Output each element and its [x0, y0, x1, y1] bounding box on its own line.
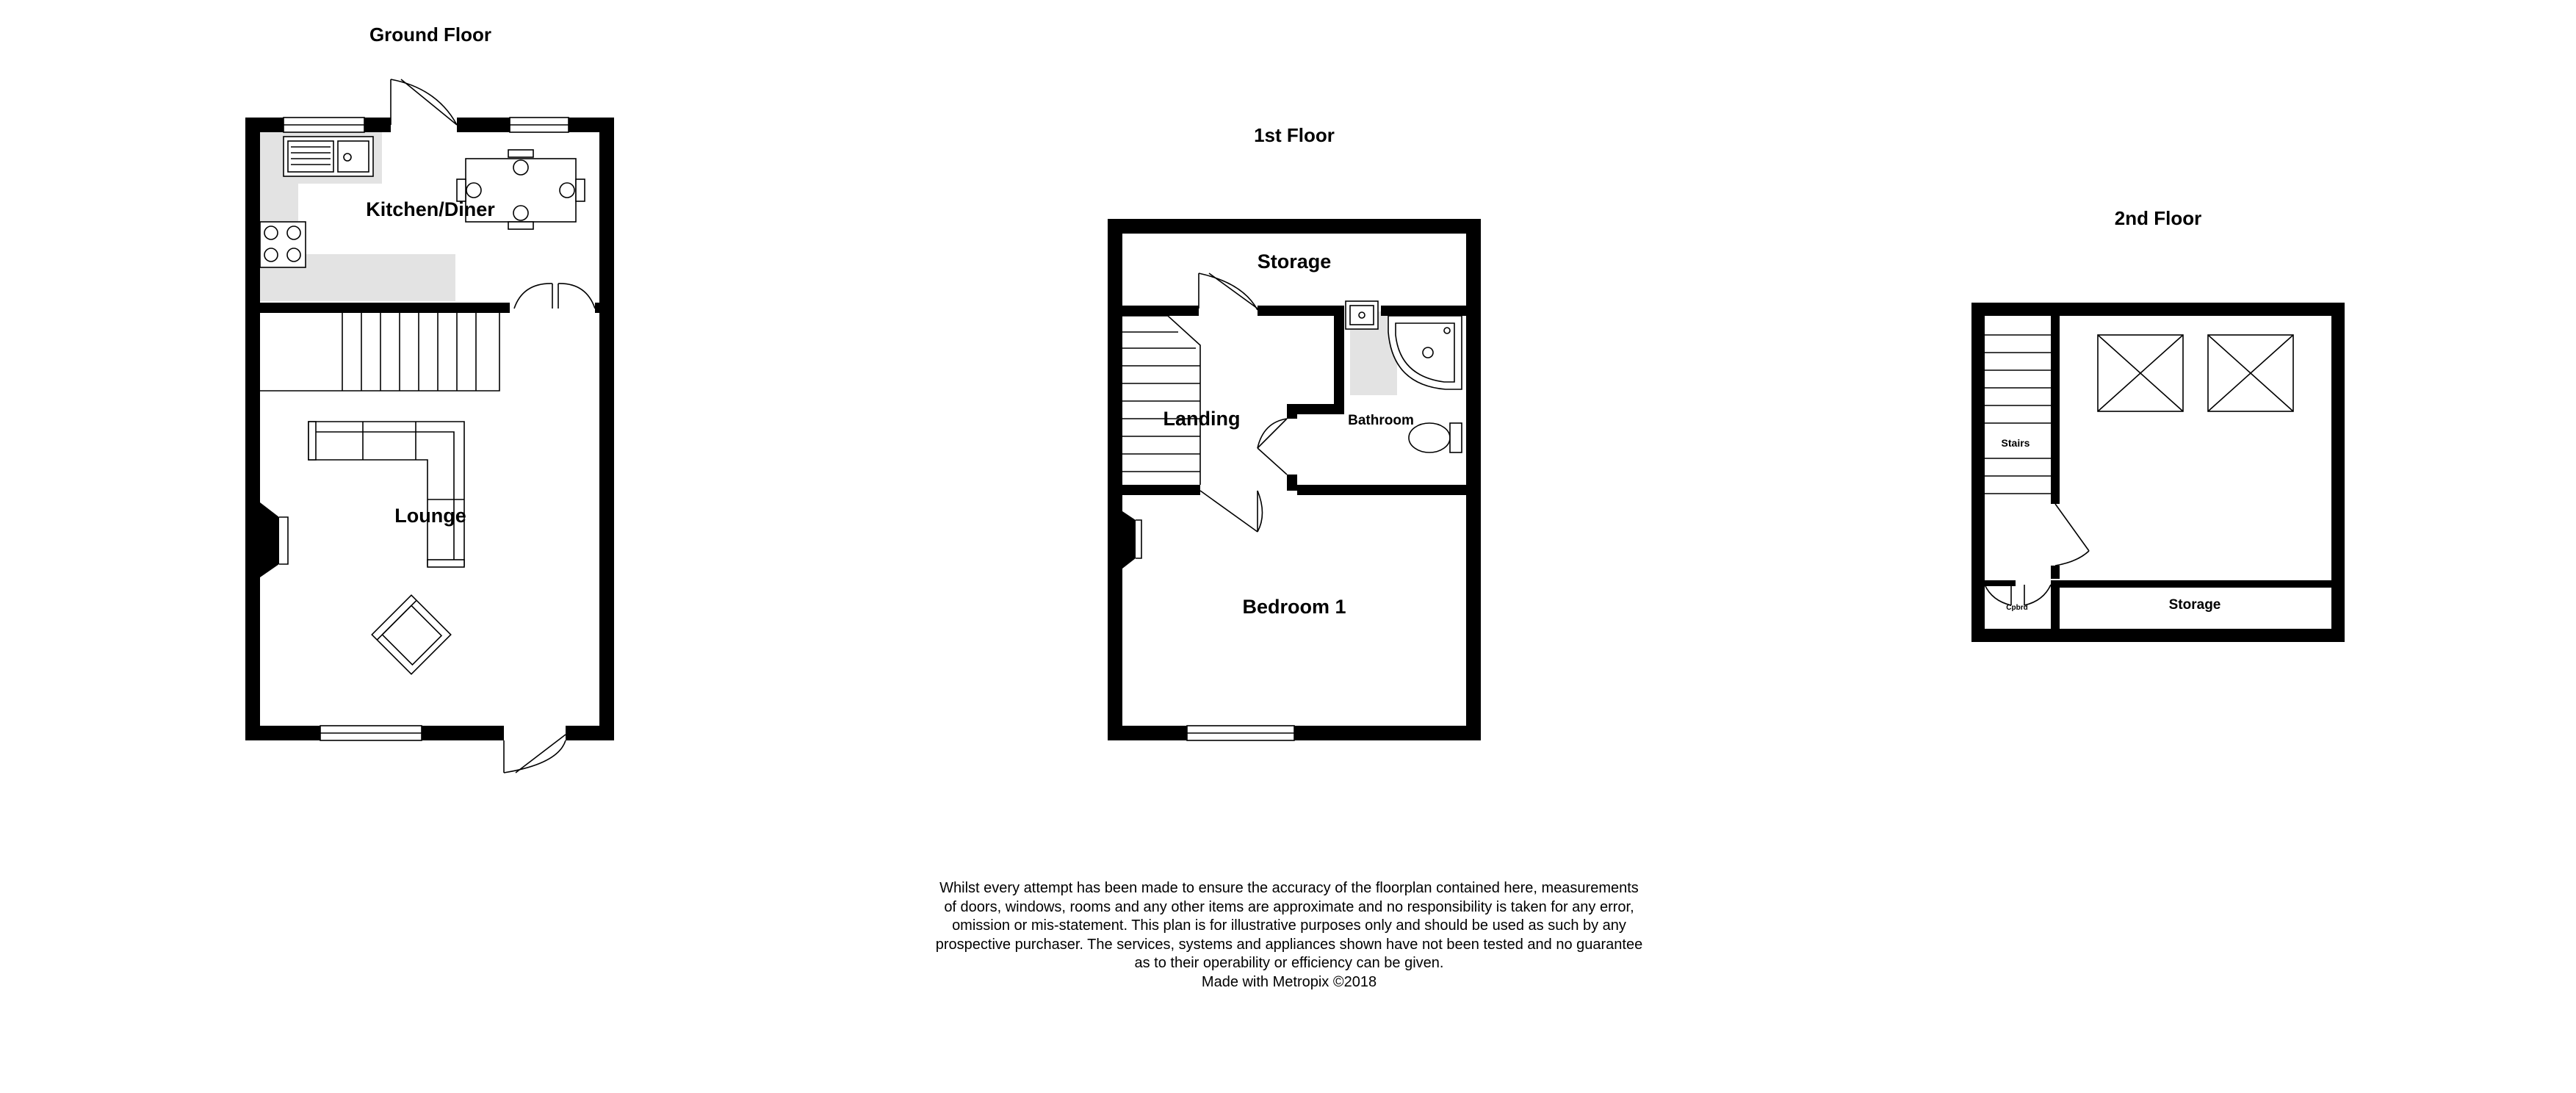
- skylight: [2208, 335, 2293, 411]
- second-floor-plan: [1971, 207, 2345, 642]
- back-door: [391, 79, 457, 125]
- kitchen-diner-label: Kitchen/Diner: [366, 198, 495, 220]
- bathroom-label: Bathroom: [1348, 413, 1414, 428]
- second-floor-title: 2nd Floor: [2114, 207, 2202, 229]
- basin: [1346, 301, 1378, 329]
- window: [284, 118, 364, 132]
- cupboard-door: [1985, 585, 2051, 605]
- window: [320, 726, 422, 740]
- disclaimer-line: prospective purchaser. The services, systems and appliances shown have not been tested and no guarantee: [935, 936, 1643, 953]
- skylight: [2098, 335, 2183, 411]
- bedroom-label: Bedroom 1: [1242, 596, 1346, 618]
- bathroom-door: [1258, 419, 1287, 475]
- first-floor-plan: [1108, 124, 1481, 740]
- disclaimer-text: [867, 879, 1711, 992]
- staircase: [1122, 316, 1200, 485]
- fireplace: [1122, 511, 1141, 569]
- ground-floor-title: Ground Floor: [369, 24, 492, 46]
- internal-double-door: [514, 284, 595, 309]
- lounge-label: Lounge: [394, 505, 466, 527]
- credit-line: Made with Metropix ©2018: [1201, 973, 1377, 990]
- attic-door: [2055, 504, 2089, 566]
- disclaimer-line: as to their operability or efficiency can be given.: [1134, 955, 1444, 972]
- first-floor-walls: [1108, 219, 1481, 740]
- stairs-label: Stairs: [2001, 437, 2030, 449]
- ground-floor-plan: [245, 24, 614, 773]
- storage-door: [1199, 273, 1258, 310]
- disclaimer-line: Whilst every attempt has been made to ensure the accuracy of the floorplan contained here, measurements: [939, 880, 1639, 896]
- window: [1187, 726, 1294, 740]
- storage-label: Storage: [2168, 597, 2221, 613]
- landing-label: Landing: [1163, 408, 1241, 430]
- sink: [284, 137, 373, 176]
- fireplace: [260, 502, 288, 577]
- storage-label: Storage: [1257, 250, 1332, 273]
- cupboard-label: Cpbrd: [2006, 604, 2028, 612]
- staircase: [260, 313, 499, 391]
- hob: [260, 222, 306, 267]
- bedroom-door: [1200, 491, 1263, 532]
- first-floor-title: 1st Floor: [1254, 124, 1335, 146]
- shower: [1388, 316, 1462, 389]
- window: [510, 118, 569, 132]
- front-door: [504, 735, 566, 773]
- corner-sofa: [309, 422, 464, 567]
- armchair: [372, 595, 450, 674]
- toilet: [1409, 423, 1462, 452]
- disclaimer-line: of doors, windows, rooms and any other items are approximate and no responsibility is taken for any error,: [944, 898, 1634, 915]
- staircase: [1985, 335, 2051, 494]
- disclaimer-line: omission or mis-statement. This plan is for illustrative purposes only and should be used as such by any: [952, 917, 1626, 934]
